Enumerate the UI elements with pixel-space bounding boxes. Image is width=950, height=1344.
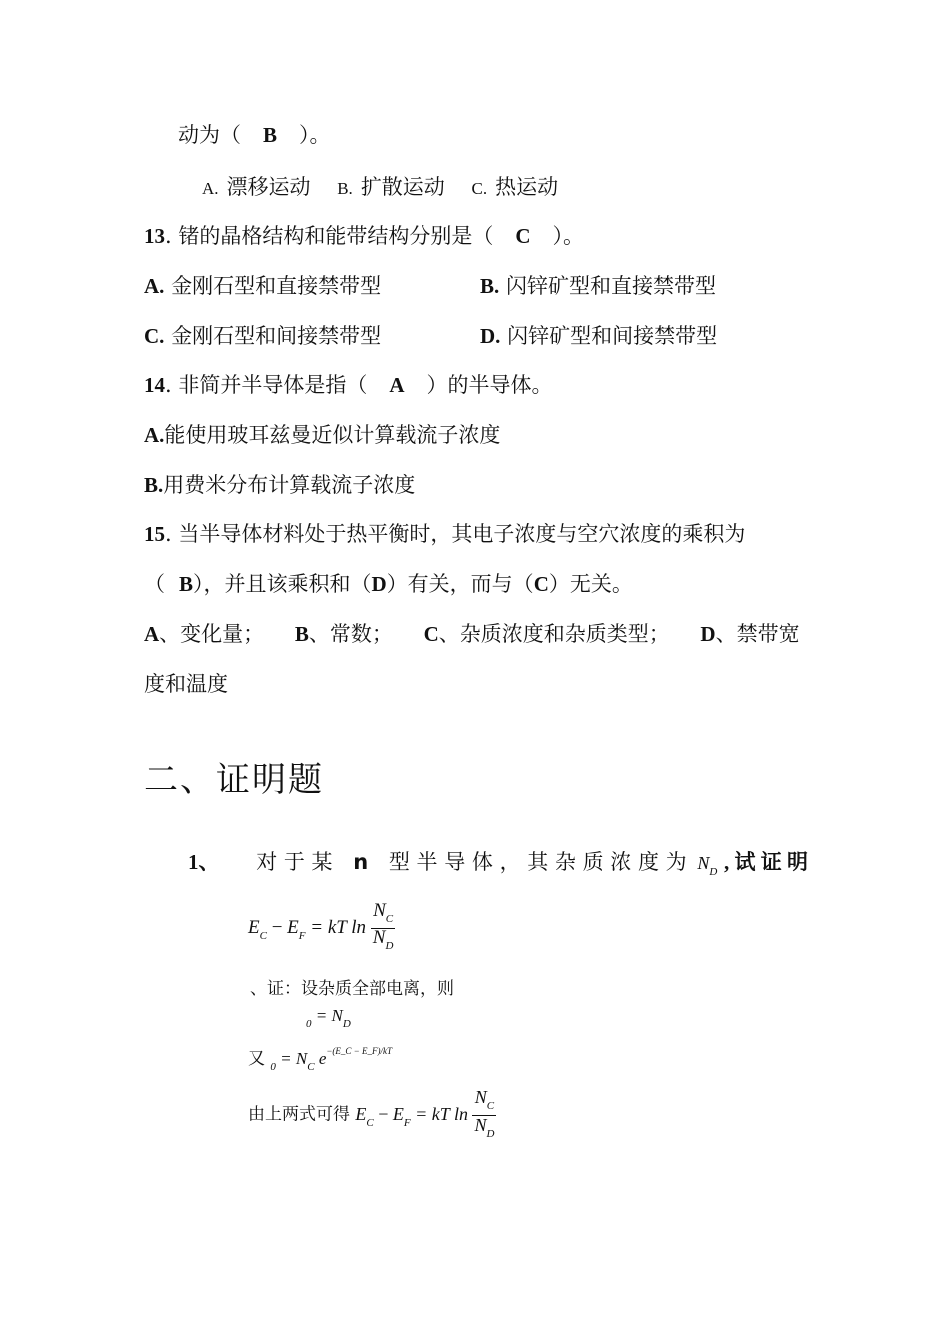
q12-opt-a: 漂移运动 (226, 175, 311, 199)
q15-text-4: ）无关。 (548, 572, 633, 596)
q13-options-row2 (144, 322, 718, 350)
concl-e1: E (355, 1103, 367, 1124)
q15-stem-cont (144, 570, 633, 598)
q13-opt-d: 闪锌矿型和间接禁带型 (507, 324, 718, 348)
q15-text-3: ）有关，而与（ (386, 572, 534, 596)
q14-opt-b: 用费米分布计算载流子浓度 (163, 473, 416, 497)
q12-options (202, 173, 558, 203)
proof1-text-2: 型 半 导 体 ， 其 杂 质 浓 度 为 (388, 850, 687, 874)
formula-e2: E (287, 916, 299, 938)
q13-opt-b: 闪锌矿型和直接禁带型 (505, 274, 716, 298)
q15-stem (144, 520, 745, 548)
eq3-rhs-sub: C (307, 1061, 315, 1073)
q15-paren: （ (144, 572, 165, 596)
proof-line: 、证：设杂质全部电离，则 (250, 979, 454, 999)
q14-close: ）的半导体。 (426, 373, 553, 397)
q15-text-2: ），并且该乘积和（ (193, 572, 372, 596)
q15-answer-1: B (179, 572, 194, 596)
q13-opt-c: 金刚石型和间接禁带型 (171, 324, 382, 348)
q13-stem (144, 222, 584, 250)
q12-opt-c-letter: C. (471, 179, 488, 198)
proof-also: 又 (248, 1049, 265, 1069)
q15-opt-c: 、杂质浓度和杂质类型； (438, 622, 670, 646)
concl-e2: E (392, 1103, 404, 1124)
eq3-e: e (318, 1049, 327, 1068)
eq2-rhs: = N (315, 1006, 343, 1025)
eq2-sub: 0 (306, 1018, 312, 1030)
concl-num-sub: C (486, 1100, 495, 1112)
proof1-text-1: 对 于 某 (256, 850, 333, 874)
concl-e1-sub: C (366, 1116, 374, 1129)
q15-options-cont (144, 670, 228, 698)
proof1-nd-sub: D (709, 866, 718, 878)
eq3-rhs: = N (280, 1049, 308, 1068)
proof1-text-3: , 试 证 明 (723, 850, 808, 874)
q15-options (144, 620, 800, 648)
proof-eq3 (248, 1044, 392, 1073)
concl-num: N (474, 1087, 487, 1107)
q15-number: 15 (144, 522, 165, 546)
proof-conclusion (248, 1088, 496, 1143)
formula-den-sub: D (385, 940, 394, 952)
proof1-type: n (353, 850, 369, 874)
q15-opt-a: 、变化量； (159, 622, 265, 646)
q12-opt-a-letter: A. (202, 179, 219, 198)
formula-num-sub: C (385, 913, 394, 925)
q14-opt-a: 能使用玻耳兹曼近似计算载流子浓度 (164, 423, 501, 447)
proof1-number: 1、 (188, 850, 220, 874)
q14-answer: A (389, 373, 405, 397)
q15-opt-b-letter: B (294, 622, 309, 646)
q13-answer: C (515, 224, 531, 248)
eq3-sub: 0 (270, 1061, 276, 1073)
q13-opt-d-letter: D. (480, 324, 501, 348)
eq2-rhs-sub: D (342, 1018, 351, 1030)
q12-close: ）。 (299, 123, 331, 147)
q14-number: 14 (144, 373, 165, 397)
q12-opt-c: 热运动 (495, 175, 559, 199)
q15-answer-3: C (533, 572, 549, 596)
section-title: 二、证明题 (144, 760, 324, 800)
conclusion-text: 由上两式可得 (248, 1104, 350, 1125)
q15-opt-d: 、禁带宽 (715, 622, 800, 646)
formula-eq: = kT ln (310, 916, 367, 938)
formula-e2-sub: F (298, 929, 306, 942)
formula-e1: E (248, 916, 260, 938)
concl-den: N (474, 1115, 487, 1135)
q12-opt-b: 扩散运动 (360, 175, 445, 199)
q14-option-b (144, 471, 415, 499)
q15-opt-a-letter: A (144, 622, 160, 646)
q13-close: ）。 (552, 224, 585, 248)
formula-minus: − (271, 916, 283, 938)
proof-eq2 (306, 1006, 351, 1030)
q13-number: 13 (144, 224, 165, 248)
formula-den: N (372, 927, 386, 948)
q12-opt-b-letter: B. (337, 179, 353, 198)
concl-den-sub: D (486, 1128, 495, 1140)
q12-text: 动为（ (178, 123, 241, 147)
concl-eq: = kT ln (415, 1103, 468, 1124)
q13-opt-b-letter: B. (480, 274, 500, 298)
concl-fraction (472, 1088, 496, 1143)
q13-text: . 锗的晶格结构和能带结构分别是（ (165, 224, 494, 248)
q14-opt-a-letter: A. (144, 423, 165, 447)
q15-opt-d-letter: D (700, 622, 716, 646)
q13-opt-a-letter: A. (144, 274, 165, 298)
q13-opt-a: 金刚石型和直接禁带型 (171, 274, 382, 298)
concl-minus: − (378, 1103, 389, 1124)
proof-question-1 (188, 846, 808, 878)
formula-fraction (371, 902, 396, 955)
formula-num: N (373, 900, 386, 921)
proof1-formula (248, 902, 395, 955)
q15-text: . 当半导体材料处于热平衡时，其电子浓度与空穴浓度的乘积为 (165, 522, 746, 546)
formula-e1-sub: C (259, 929, 267, 942)
concl-e2-sub: F (403, 1116, 411, 1129)
q13-options-row1 (144, 272, 716, 300)
q14-stem (144, 371, 553, 399)
eq3-exponent: −(E_C − E_F)/kT (326, 1046, 392, 1056)
q12-tail (178, 121, 331, 149)
q14-option-a (144, 421, 500, 449)
q15-answer-2: D (371, 572, 387, 596)
q15-opt-d-cont: 度和温度 (144, 672, 228, 696)
q14-text: . 非简并半导体是指（ (165, 373, 368, 397)
q15-opt-c-letter: C (423, 622, 439, 646)
q13-opt-c-letter: C. (144, 324, 165, 348)
q14-opt-b-letter: B. (144, 473, 164, 497)
proof1-nd: N (697, 853, 710, 873)
q12-answer: B (263, 123, 278, 147)
q15-opt-b: 、常数； (308, 622, 393, 646)
